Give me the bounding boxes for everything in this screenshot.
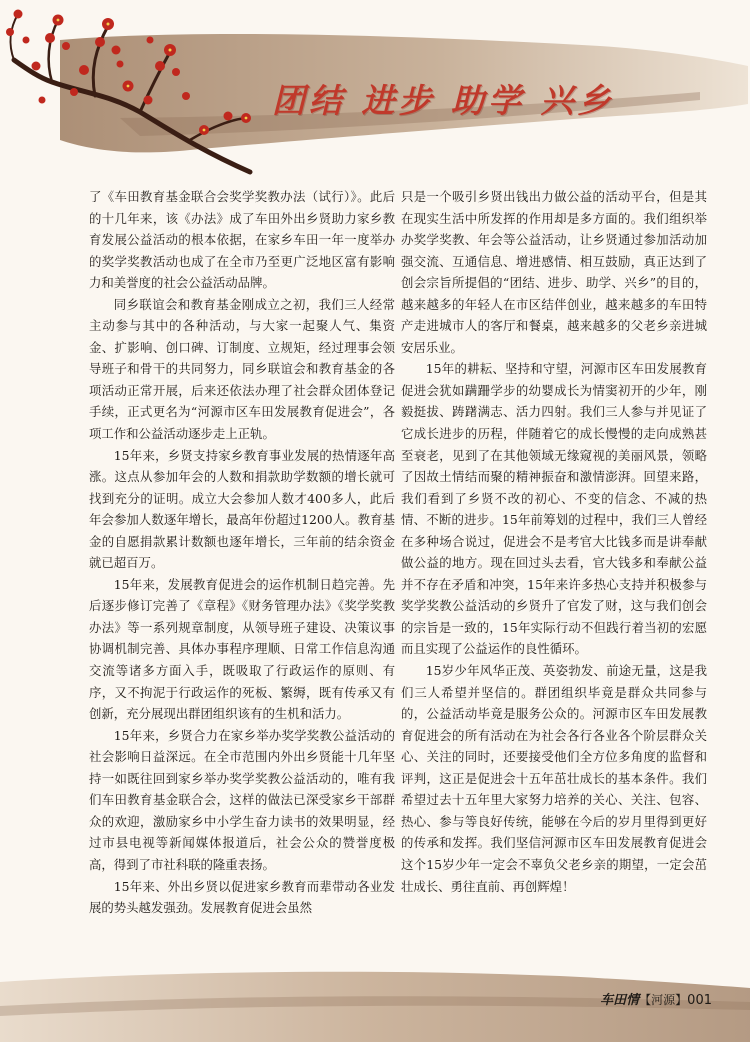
paragraph: 15年来，乡贤支持家乡教育事业发展的热情逐年高涨。这点从参加年会的人数和捐款助学数额的增长就可找到充分的证明。成立大会参加人数才400多人，此后年会参加人数逐年增长，最高年份超过1200人。教育基金的自愿捐款累计数额也逐年增长，三年前的结余资金就已超百万。 [89, 447, 395, 571]
footer-section: 【河源】 [639, 993, 688, 1007]
article-column-right [401, 186, 707, 897]
paragraph: 同乡联谊会和教育基金刚成立之初，我们三人经常主动参与其中的各种活动，与大家一起聚人气、集资金、扩影响、创口碑、订制度、立规矩，经过理事会领导班子和骨干的共同努力，同乡联谊会和教育基金的各项活动正常开展，后来还依法办理了社会群众团体登记手续，正式更名为“河源市区车田发展教育促进会”，各项工作和公益活动逐步走上正轨。 [89, 296, 395, 442]
paragraph: 15年来、外出乡贤以促进家乡教育而辈带动各业发展的势头越发强劲。发展教育促进会虽然 [89, 878, 395, 916]
paragraph: 15年的耕耘、坚持和守望，河源市区车田发展教育促进会犹如蹒跚学步的幼婴成长为情窦初开的少年，刚毅挺拔、踌躇满志、活力四射。我们三人参与并见证了它成长进步的历程，伴随着它的成长慢慢的走向成熟甚至衰老，见到了在其他领域无缘窥视的美丽风景，领略了因故土情结而聚的精神振奋和激情澎湃。回望来路，我们看到了乡贤不改的初心、不变的信念、不减的热情、不断的进步。15年前筹划的过程中，我们三人曾经在多种场合说过，促进会不是考官大比钱多而是讲奉献做公益的地方。现在回过头去看，官大钱多和奉献公益并不存在矛盾和冲突，15年来许多热心支持并积极参与奖学奖教公益活动的乡贤升了官发了财，这与我们创会的宗旨是一致的，15年实际行动不但践行着当初的宏愿而且实现了公益运作的良性循环。 [401, 361, 707, 657]
paragraph: 15年来，发展教育促进会的运作机制日趋完善。先后逐步修订完善了《章程》《财务管理办法》《奖学奖教办法》等一系列规章制度，从领导班子建设、决策议事协调机制完善、具体办事程序理顺、日常工作信息沟通交流等诸多方面入手，既吸取了行政运作的原则、有序，又不拘泥于行政运作的死板、繁缛，既有传承又有创新，充分展现出群团组织该有的生机和活力。 [89, 576, 395, 722]
paragraph: 只是一个吸引乡贤出钱出力做公益的活动平台，但是其在现实生活中所发挥的作用却是多方面的。我们组织举办奖学奖教、年会等公益活动，让乡贤通过参加活动加强交流、互通信息、增进感情、相互鼓励，真正达到了创会宗旨所提倡的“团结、进步、助学、兴乡”的目的，越来越多的年轻人在市区结伴创业，越来越多的车田特产走进城市人的客厅和餐桌，越来越多的父老乡亲进城安居乐业。 [401, 189, 707, 355]
page-number: 001 [687, 993, 712, 1008]
footer-brand: 车田情 [600, 993, 640, 1008]
paragraph: 了《车田教育基金联合会奖学奖教办法（试行）》。此后的十几年来，该《办法》成了车田外出乡贤助力家乡教育发展公益活动的根本依据，在家乡车田一年一度举办的奖学奖教活动也成了在全市乃至更广泛地区富有影响力和美誉度的社会公益活动品牌。 [89, 189, 395, 291]
page-title: 团结 进步 助学 兴乡 [272, 81, 615, 120]
paragraph: 15年来，乡贤合力在家乡举办奖学奖教公益活动的社会影响日益深远。在全市范围内外出乡贤能十几年坚持一如既往回到家乡举办奖学奖教公益活动的，唯有我们车田教育基金联合会，这样的做法已深受家乡干部群众的欢迎，激励家乡中小学生奋力读书的效果明显，经过市县电视等新闻媒体报道后，社会公众的赞誉度极高，得到了市社科联的隆重表扬。 [89, 727, 395, 872]
paragraph: 15岁少年风华正茂、英姿勃发、前途无量，这是我们三人希望并坚信的。群团组织毕竟是群众共同参与的，公益活动毕竟是服务公众的。河源市区车田发展教育促进会的所有活动在为社会各行各业各个阶层群众关心、关注的同时，还要接受他们全方位多角度的监督和评判，这正是促进会十五年茁壮成长的基本条件。我们希望过去十五年里大家努力培养的关心、关注、包容、热心、参与等良好传统，能够在今后的岁月里得到更好的传承和发挥。我们坚信河源市区车田发展教育促进会这个15岁少年一定会不辜负父老乡亲的期望，一定会茁壮成长、勇往直前、再创辉煌！ [401, 663, 707, 894]
page-footer [600, 989, 712, 1008]
article-column-left [89, 186, 395, 919]
